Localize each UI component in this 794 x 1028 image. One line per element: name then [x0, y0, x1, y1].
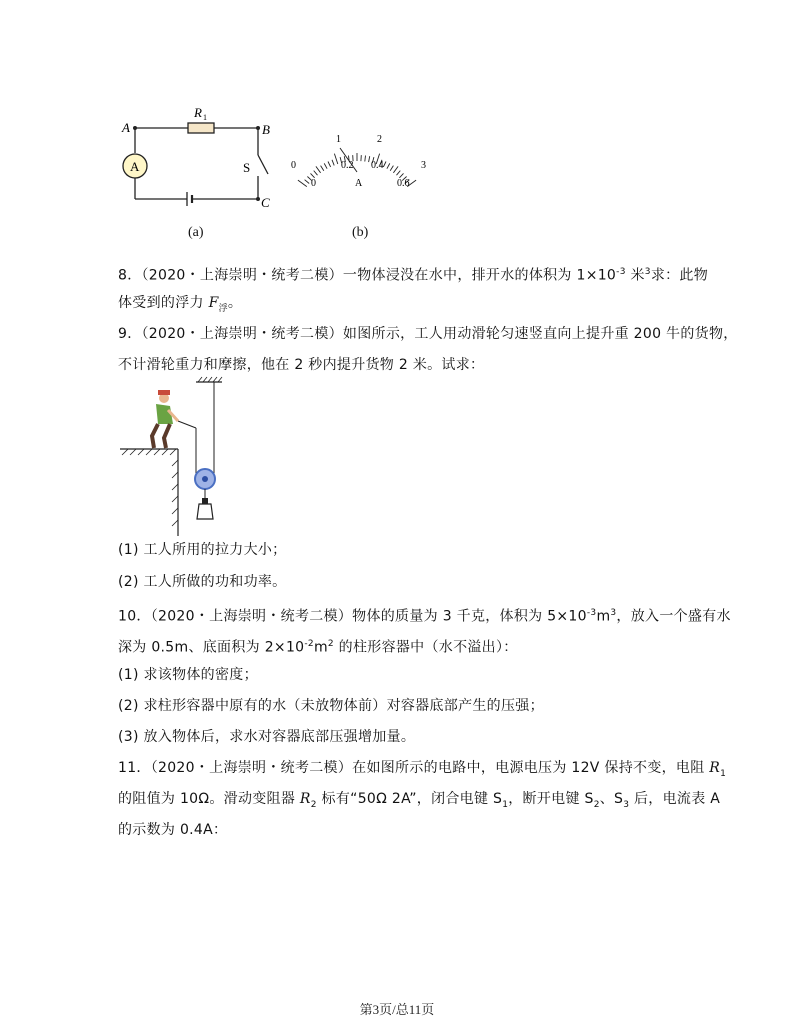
q8-line-1: 8．（2020・上海崇明・统考二模）一物体浸没在水中，排开水的体积为 $1\times 10^{-3}$ 米$^3$求：此物 [118, 267, 709, 284]
q8-line-2: 体受到的浮力 $F_浮$。 [118, 295, 243, 314]
scale-bottom-0: 0 [311, 178, 316, 189]
scale-tick [369, 156, 370, 162]
q10-sub-2: (2) 求柱形容器中原有的水（未放物体前）对容器底部产生的压强； [118, 698, 544, 714]
scale-tick [324, 163, 327, 168]
q11-line-1: 11．（2020・上海崇明・统考二模）在如图所示的电路中，电源电压为 12V 保持不变，电阻 $R_1$ [118, 760, 727, 779]
scale-tick [393, 166, 398, 172]
q11-line-3: 的示数为 0.4A： [118, 822, 228, 838]
scale-tick [383, 162, 386, 167]
q10-line-1: 10．（2020・上海崇明・统考二模）物体的质量为 3 千克，体积为 $5\times 10^{-3}m^3$，放入一个盛有水 [118, 608, 731, 625]
q9-line-2: 不计滑轮重力和摩擦，他在 2 秒内提升货物 2 米。试求： [118, 357, 485, 373]
q9-sub-2: (2) 工人所做的功和功率。 [118, 574, 287, 590]
q9-line-1: 9．（2020・上海崇明・统考二模）如图所示，工人用动滑轮匀速竖直向上提升重 200 牛的货物， [118, 326, 738, 342]
scale-tick [298, 180, 307, 187]
node-c-label: C [261, 195, 270, 210]
q10-sub-1: (1) 求该物体的密度； [118, 667, 258, 683]
scale-top-3: 3 [421, 160, 426, 171]
scale-bottom-3: 0.6 [397, 178, 410, 189]
q10-sub-3: (3) 放入物体后，求水对容器底部压强增加量。 [118, 729, 416, 745]
scale-tick [365, 156, 366, 162]
q9-sub-1: (1) 工人所用的拉力大小； [118, 542, 287, 558]
scale-top-2: 2 [377, 134, 382, 145]
figure-b-caption: (b) [352, 225, 369, 240]
ammeter-scale-b [285, 128, 435, 198]
circuit-diagram-a [110, 100, 280, 240]
scale-tick [397, 171, 401, 176]
switch-label: S [243, 160, 251, 175]
node-a-label: A [122, 120, 130, 135]
scale-tick [332, 160, 334, 166]
scale-tick [387, 163, 390, 168]
resistor-label: R [194, 105, 202, 120]
q10-line-2: 深为 0.5m、底面积为 $2\times 10^{-2}m^2$ 的柱形容器中（水不溢出）： [118, 639, 518, 656]
scale-bottom-1: 0.2 [341, 160, 354, 171]
scale-unit: A [355, 178, 363, 189]
scale-bottom-2: 0.4 [371, 160, 384, 171]
pulley-worker-figure [118, 376, 238, 538]
ammeter-icon: A [130, 159, 140, 174]
scale-tick [334, 154, 337, 164]
scale-tick [390, 166, 393, 171]
scale-top-0: 0 [291, 160, 296, 171]
resistor-subscript: 1 [203, 113, 207, 122]
scale-tick [328, 162, 331, 167]
q11-line-2: 的阻值为 10Ω。滑动变阻器 $R_2$ 标有“50Ω 2A”，闭合电键 $S_1$，断开电键 $S_2$、$S_3$ 后，电流表 A [118, 791, 721, 810]
scale-tick [316, 166, 321, 172]
page-footer: 第3页/总11页 [359, 1002, 435, 1017]
figure-a-caption: (a) [188, 225, 204, 240]
scale-tick [321, 166, 324, 171]
scale-tick [314, 171, 318, 176]
scale-tick [305, 180, 310, 184]
node-b-label: B [262, 122, 270, 137]
scale-top-1: 1 [336, 134, 341, 145]
